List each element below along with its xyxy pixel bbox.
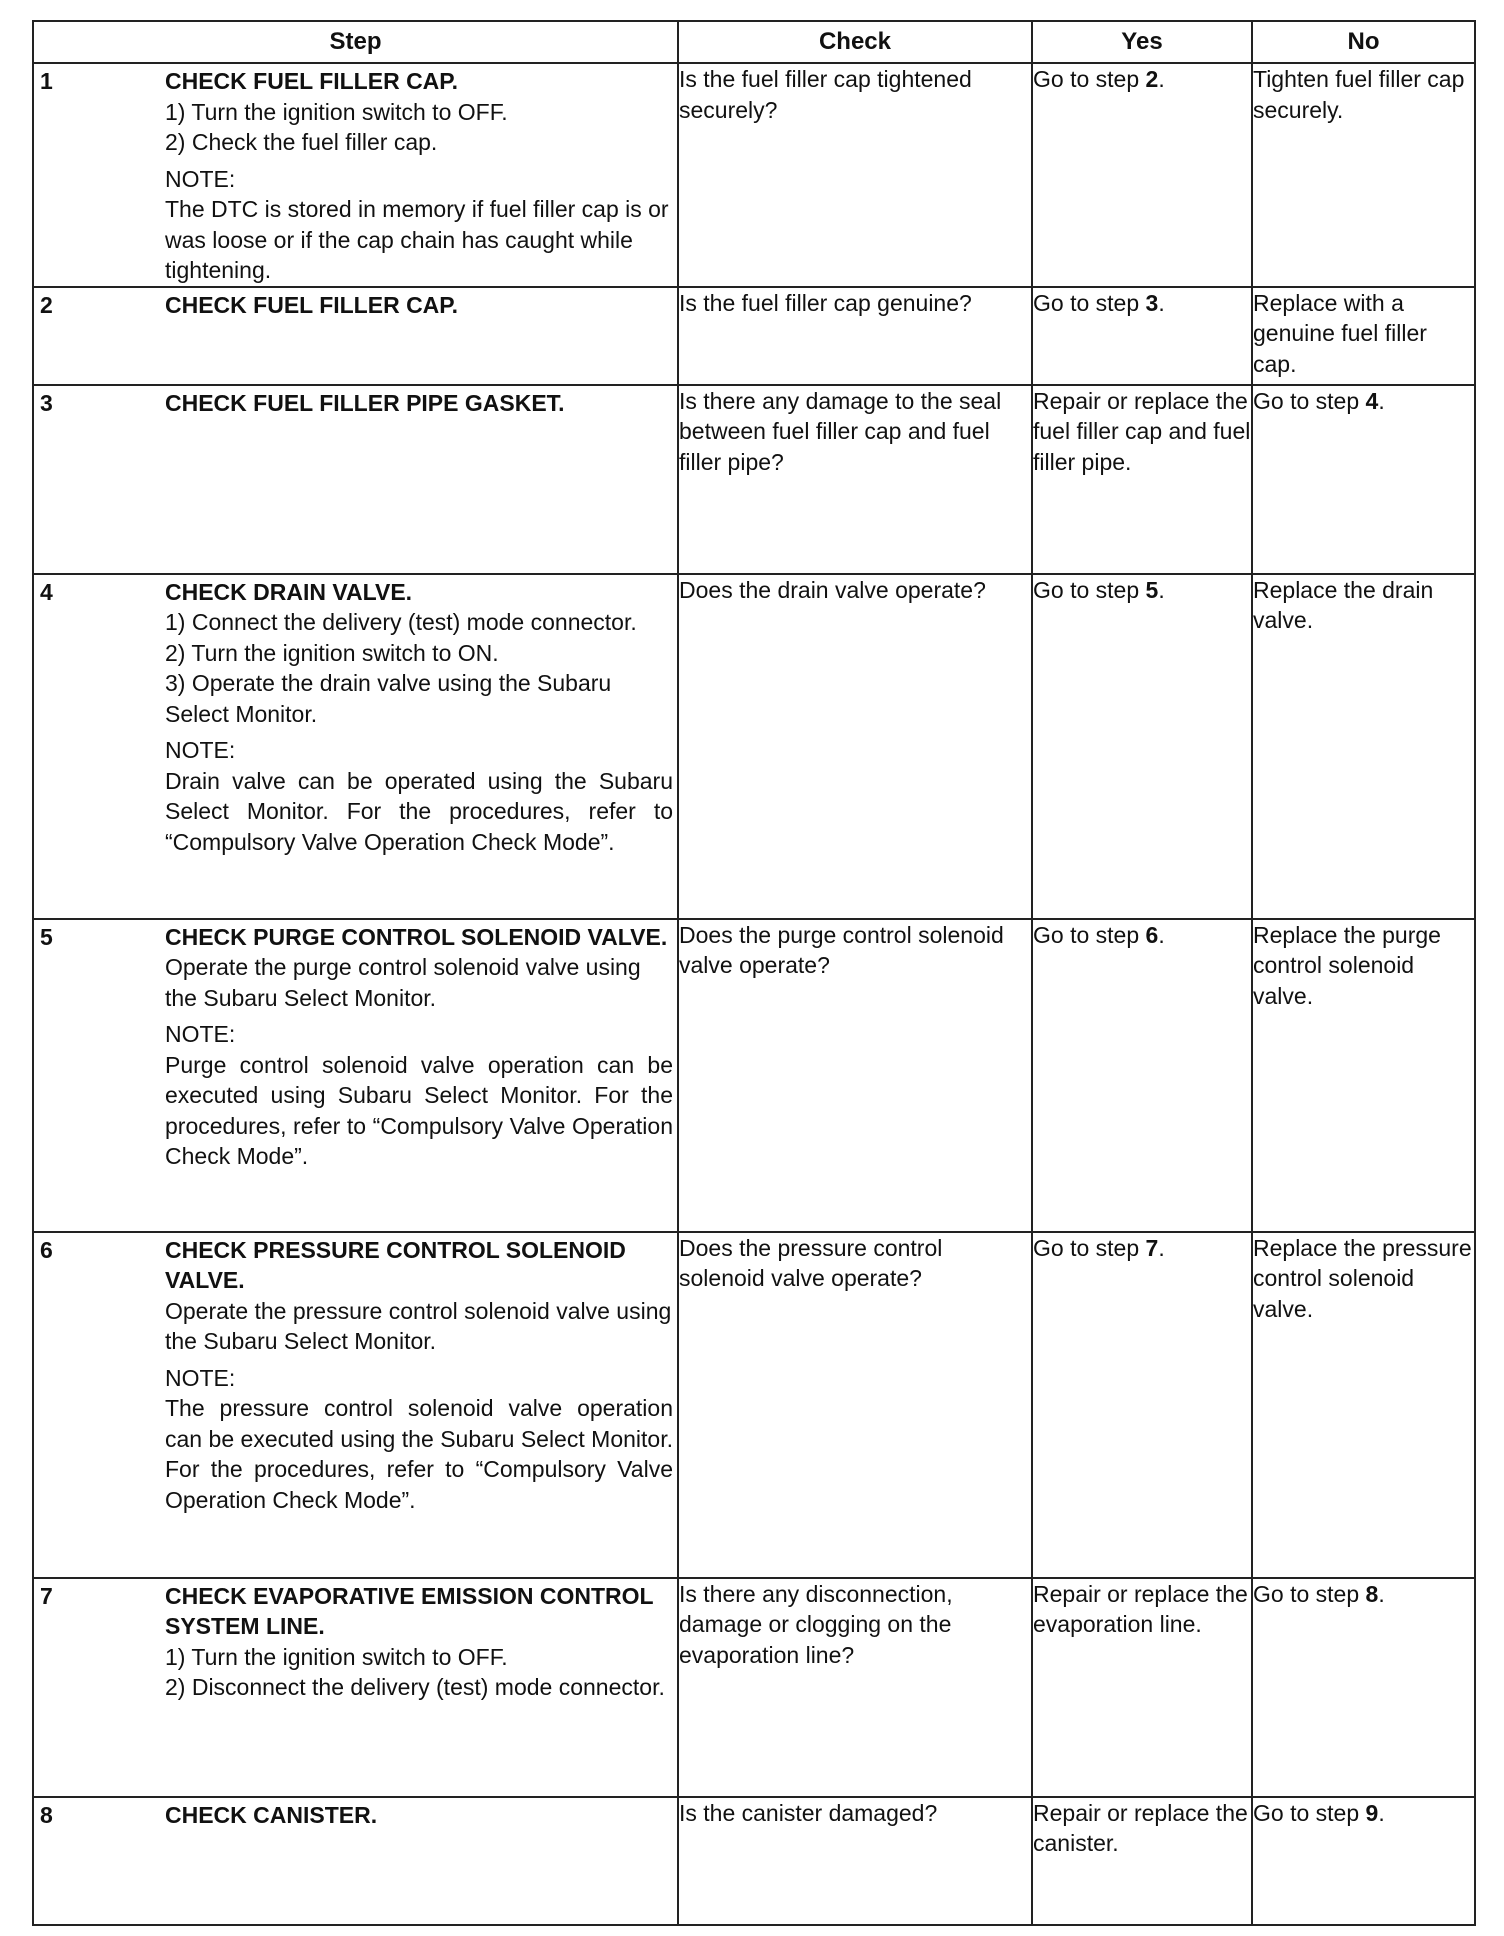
note-label: NOTE: (165, 1364, 236, 1391)
table-row (33, 63, 1475, 287)
yes-cell (1032, 574, 1252, 919)
yes-text: Go to step (1033, 921, 1146, 948)
step-instruction: Operate the purge control solenoid valve using the Subaru Select Monitor. (165, 954, 641, 1011)
note-text: Purge control solenoid valve operation can be executed using Subaru Select Monitor. For the procedures, refer to “Compulsory Valve Operation Check Mode”. (165, 1051, 673, 1169)
step-cell (33, 1797, 678, 1925)
check-column-header: Check (678, 21, 1032, 63)
note-label: NOTE: (165, 1021, 236, 1047)
goto-step-number: 3 (1145, 289, 1159, 316)
step-number: 3 (40, 389, 53, 416)
yes-cell: Repair or replace the evaporation line. (1032, 1578, 1252, 1797)
step-instruction: 1) Turn the ignition switch to OFF. (165, 1643, 508, 1670)
step-instruction: 1) Turn the ignition switch to OFF. (165, 98, 508, 125)
check-cell: Is the fuel filler cap tightened securely? (678, 63, 1032, 287)
check-cell: Does the pressure control solenoid valve operate? (678, 1232, 1032, 1578)
goto-step-number: 2 (1145, 66, 1159, 92)
no-text-end: . (1378, 1580, 1385, 1607)
step-cell (33, 385, 678, 574)
step-number: 4 (40, 578, 53, 605)
yes-cell (1032, 919, 1252, 1232)
goto-step-number: 9 (1365, 1799, 1379, 1826)
step-cell (33, 1578, 678, 1797)
check-cell: Is the canister damaged? (678, 1797, 1032, 1925)
step-title: CHECK PRESSURE CONTROL SOLENOID VALVE. (165, 1236, 626, 1293)
check-cell: Is there any disconnection, damage or clogging on the evaporation line? (678, 1578, 1032, 1797)
goto-step-number: 8 (1365, 1580, 1379, 1607)
note-text: The DTC is stored in memory if fuel filler cap is or was loose or if the cap chain has caught while tightening. (165, 196, 669, 283)
check-cell: Is there any damage to the seal between fuel filler cap and fuel filler pipe? (678, 385, 1032, 574)
no-cell (1252, 1797, 1475, 1925)
goto-step-number: 4 (1365, 387, 1379, 414)
step-instruction: 2) Check the fuel filler cap. (165, 129, 438, 155)
step-cell (33, 63, 678, 287)
table-row (33, 287, 1475, 385)
yes-column-header: Yes (1032, 21, 1252, 63)
table-row (33, 385, 1475, 574)
goto-step-number: 6 (1145, 921, 1159, 948)
no-cell: Tighten fuel filler cap securely. (1252, 63, 1475, 287)
check-cell: Does the purge control solenoid valve operate? (678, 919, 1032, 1232)
step-number: 1 (40, 68, 53, 94)
table-row (33, 1578, 1475, 1797)
goto-step-number: 5 (1145, 576, 1159, 603)
step-instruction: 2) Disconnect the delivery (test) mode connector. (165, 1674, 665, 1700)
no-cell: Replace the pressure control solenoid valve. (1252, 1232, 1475, 1578)
step-instruction: Operate the pressure control solenoid valve using the Subaru Select Monitor. (165, 1297, 672, 1354)
step-title: CHECK PURGE CONTROL SOLENOID VALVE. (165, 923, 668, 950)
yes-text-end: . (1158, 576, 1165, 603)
step-instruction: 3) Operate the drain valve using the Subaru Select Monitor. (165, 670, 612, 727)
step-title: CHECK FUEL FILLER PIPE GASKET. (165, 389, 565, 416)
step-title: CHECK DRAIN VALVE. (165, 578, 413, 605)
yes-text-end: . (1158, 1234, 1165, 1261)
no-column-header: No (1252, 21, 1475, 63)
step-cell (33, 919, 678, 1232)
no-cell (1252, 1578, 1475, 1797)
no-cell: Replace with a genuine fuel filler cap. (1252, 287, 1475, 385)
step-cell (33, 574, 678, 919)
table-row (33, 919, 1475, 1232)
goto-step-number: 7 (1145, 1234, 1159, 1261)
note-text: The pressure control solenoid valve operation can be executed using the Subaru Select Monitor. For the procedures, refer to “Compulsory Valve Operation Check Mode”. (165, 1395, 673, 1513)
yes-cell: Repair or replace the fuel filler cap and fuel filler pipe. (1032, 385, 1252, 574)
yes-text-end: . (1158, 66, 1165, 92)
note-label: NOTE: (165, 165, 236, 192)
check-cell: Does the drain valve operate? (678, 574, 1032, 919)
step-instruction: 2) Turn the ignition switch to ON. (165, 639, 499, 666)
step-title: CHECK CANISTER. (165, 1801, 378, 1828)
step-instruction: 1) Connect the delivery (test) mode connector. (165, 609, 637, 635)
yes-text: Go to step (1033, 289, 1146, 316)
step-title: CHECK FUEL FILLER CAP. (165, 68, 459, 94)
no-cell: Replace the drain valve. (1252, 574, 1475, 919)
check-cell: Is the fuel filler cap genuine? (678, 287, 1032, 385)
no-text: Go to step (1253, 1580, 1366, 1607)
yes-cell (1032, 287, 1252, 385)
step-title: CHECK FUEL FILLER CAP. (165, 291, 459, 318)
yes-cell (1032, 1232, 1252, 1578)
step-number: 8 (40, 1801, 53, 1828)
yes-text: Go to step (1033, 1234, 1146, 1261)
table-row (33, 1797, 1475, 1925)
step-number: 5 (40, 923, 53, 950)
no-cell (1252, 385, 1475, 574)
header-row (33, 21, 1475, 63)
table-row (33, 1232, 1475, 1578)
no-text-end: . (1378, 387, 1385, 414)
note-text: Drain valve can be operated using the Subaru Select Monitor. For the procedures, refer to “Compulsory Valve Operation Check Mode”. (165, 767, 673, 855)
no-text: Go to step (1253, 387, 1366, 414)
diagnostic-procedure-table (32, 20, 1476, 1926)
no-text-end: . (1378, 1799, 1385, 1826)
note-label: NOTE: (165, 737, 236, 763)
no-cell: Replace the purge control solenoid valve. (1252, 919, 1475, 1232)
yes-text-end: . (1158, 289, 1165, 316)
yes-cell (1032, 63, 1252, 287)
yes-text: Go to step (1033, 576, 1146, 603)
yes-text-end: . (1158, 921, 1165, 948)
step-cell (33, 1232, 678, 1578)
step-number: 6 (40, 1236, 53, 1263)
no-text: Go to step (1253, 1799, 1366, 1826)
step-title: CHECK EVAPORATIVE EMISSION CONTROL SYSTEM LINE. (165, 1582, 654, 1639)
yes-cell: Repair or replace the canister. (1032, 1797, 1252, 1925)
step-column-header: Step (33, 21, 678, 63)
table-row (33, 574, 1475, 919)
step-number: 2 (40, 291, 53, 318)
yes-text: Go to step (1033, 66, 1146, 92)
step-cell (33, 287, 678, 385)
step-number: 7 (40, 1582, 53, 1609)
